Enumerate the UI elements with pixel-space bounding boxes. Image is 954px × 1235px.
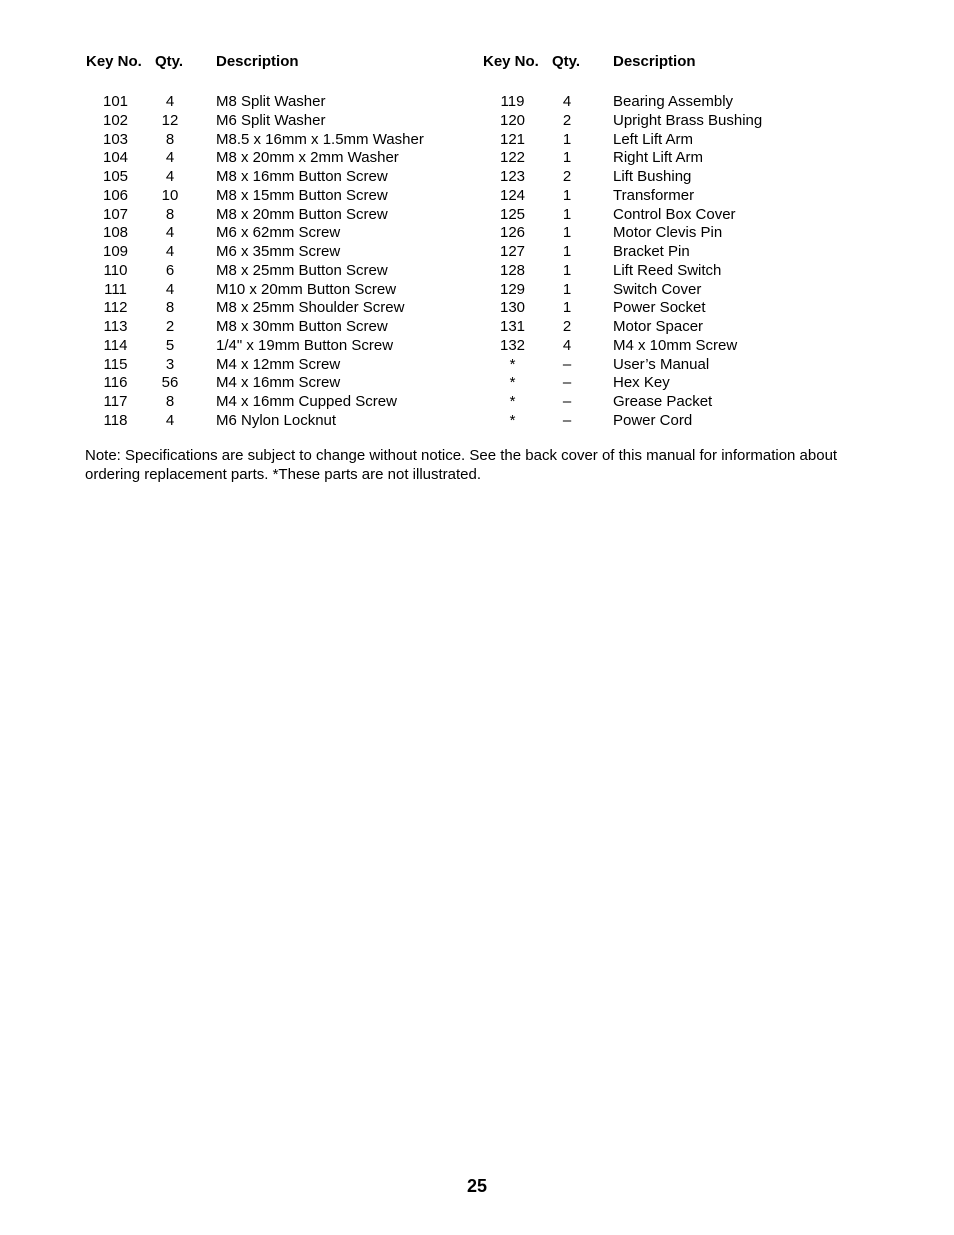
part-description: M8 x 16mm Button Screw xyxy=(216,168,388,185)
part-description: M10 x 20mm Button Screw xyxy=(216,280,397,298)
part-key-number: 118 xyxy=(103,411,128,429)
part-row xyxy=(483,224,883,243)
part-key-number: 114 xyxy=(103,336,128,354)
part-description: Lift Bushing xyxy=(613,168,692,185)
part-quantity: 6 xyxy=(165,261,175,279)
part-key-number: 105 xyxy=(102,168,129,185)
part-row xyxy=(86,337,486,356)
part-row xyxy=(86,149,486,168)
description-header: Description xyxy=(613,53,696,70)
part-description: M8 x 20mm x 2mm Washer xyxy=(216,149,399,167)
part-quantity: 4 xyxy=(165,243,175,260)
part-quantity: 1 xyxy=(562,299,572,317)
part-description: 1/4" x 19mm Button Screw xyxy=(216,336,394,354)
part-row xyxy=(483,393,883,412)
key-no-header: Key No. xyxy=(483,53,539,70)
part-row xyxy=(483,187,883,206)
part-key-number: 112 xyxy=(103,299,128,317)
part-description: Power Socket xyxy=(613,299,706,317)
part-description: Bracket Pin xyxy=(613,243,690,260)
part-key-number: 131 xyxy=(499,318,526,335)
part-row xyxy=(483,131,883,150)
part-quantity: 56 xyxy=(161,374,179,392)
qty-header: Qty. xyxy=(155,53,184,70)
part-quantity: 4 xyxy=(165,93,175,110)
part-key-number: 129 xyxy=(499,280,526,298)
parts-list-header xyxy=(483,53,883,73)
part-row xyxy=(483,318,883,337)
part-key-number: 127 xyxy=(499,243,526,260)
part-description: M8.5 x 16mm x 1.5mm Washer xyxy=(216,130,424,148)
part-key-number: 107 xyxy=(102,205,129,223)
part-row xyxy=(86,187,486,206)
part-description: Transformer xyxy=(613,186,695,204)
parts-list-rows xyxy=(86,93,486,431)
part-description: M8 x 30mm Button Screw xyxy=(216,318,388,335)
part-quantity: – xyxy=(562,374,572,392)
part-row xyxy=(483,243,883,262)
part-key-number: 116 xyxy=(103,374,128,392)
part-row xyxy=(86,412,486,431)
part-key-number: 102 xyxy=(102,111,129,129)
page-number: 25 xyxy=(466,1176,488,1196)
part-row xyxy=(86,112,486,131)
part-key-number: * xyxy=(509,411,516,429)
part-key-number: 123 xyxy=(499,168,526,185)
part-quantity: 10 xyxy=(161,186,179,204)
description-header: Description xyxy=(216,53,299,70)
part-description: M6 x 35mm Screw xyxy=(216,243,341,260)
part-key-number: 121 xyxy=(499,130,526,148)
part-row xyxy=(483,149,883,168)
part-key-number: 108 xyxy=(102,224,129,242)
part-row xyxy=(86,243,486,262)
part-key-number: 130 xyxy=(499,299,526,317)
part-row xyxy=(86,299,486,318)
part-quantity: – xyxy=(562,355,572,373)
part-quantity: 8 xyxy=(165,393,175,410)
part-row xyxy=(483,281,883,300)
parts-list-rows xyxy=(483,93,883,431)
part-key-number: 125 xyxy=(499,205,526,223)
part-key-number: 109 xyxy=(102,243,129,260)
part-description: Left Lift Arm xyxy=(613,130,694,148)
part-quantity: 4 xyxy=(165,280,175,298)
part-row xyxy=(86,168,486,187)
part-description: Grease Packet xyxy=(613,393,713,410)
part-key-number: 110 xyxy=(103,261,128,279)
part-description: M4 x 10mm Screw xyxy=(613,336,738,354)
part-quantity: 1 xyxy=(562,149,572,167)
part-description: Motor Spacer xyxy=(613,318,704,335)
part-quantity: 1 xyxy=(562,243,572,260)
part-quantity: 4 xyxy=(562,93,572,110)
part-quantity: 4 xyxy=(165,411,175,429)
part-quantity: 4 xyxy=(165,149,175,167)
part-description: M6 Split Washer xyxy=(216,111,326,129)
part-description: M4 x 12mm Screw xyxy=(216,355,341,373)
part-row xyxy=(483,337,883,356)
part-quantity: 4 xyxy=(165,224,175,242)
part-description: M6 Nylon Locknut xyxy=(216,411,337,429)
part-quantity: 8 xyxy=(165,130,175,148)
part-description: User’s Manual xyxy=(613,355,710,373)
part-row xyxy=(483,299,883,318)
part-quantity: 1 xyxy=(562,261,572,279)
part-description: M6 x 62mm Screw xyxy=(216,224,341,242)
part-quantity: 1 xyxy=(562,205,572,223)
part-quantity: 8 xyxy=(165,205,175,223)
part-quantity: 12 xyxy=(161,111,179,129)
part-description: Switch Cover xyxy=(613,280,702,298)
part-description: M4 x 16mm Cupped Screw xyxy=(216,393,397,410)
part-row xyxy=(483,93,883,112)
part-quantity: 2 xyxy=(562,168,572,185)
part-quantity: 2 xyxy=(562,111,572,129)
specifications-note: Note: Specifications are subject to change without notice. See the back cover of this manual for information about ordering replacement parts. *These parts are not illustrated. xyxy=(85,447,838,483)
part-quantity: 1 xyxy=(562,224,572,242)
part-quantity: 1 xyxy=(562,130,572,148)
part-description: Lift Reed Switch xyxy=(613,261,722,279)
part-description: Power Cord xyxy=(613,411,693,429)
part-quantity: 1 xyxy=(562,280,572,298)
part-key-number: * xyxy=(509,393,516,410)
part-key-number: 104 xyxy=(102,149,129,167)
part-description: M4 x 16mm Screw xyxy=(216,374,341,392)
part-row xyxy=(86,374,486,393)
part-row xyxy=(86,318,486,337)
part-quantity: 8 xyxy=(165,299,175,317)
part-row xyxy=(483,374,883,393)
part-key-number: 124 xyxy=(499,186,526,204)
part-row xyxy=(86,356,486,375)
part-key-number: 106 xyxy=(102,186,129,204)
part-row xyxy=(86,206,486,225)
part-key-number: * xyxy=(509,374,516,392)
part-key-number: 111 xyxy=(104,280,127,298)
part-description: Right Lift Arm xyxy=(613,149,704,167)
part-quantity: 2 xyxy=(562,318,572,335)
part-quantity: 4 xyxy=(562,336,572,354)
part-quantity: 5 xyxy=(165,336,175,354)
part-row xyxy=(483,412,883,431)
part-description: M8 x 20mm Button Screw xyxy=(216,205,388,223)
part-description: M8 x 15mm Button Screw xyxy=(216,186,388,204)
part-key-number: 103 xyxy=(102,130,129,148)
part-quantity: – xyxy=(562,411,572,429)
part-key-number: 113 xyxy=(103,318,128,335)
parts-list-header xyxy=(86,53,486,73)
part-key-number: * xyxy=(509,355,516,373)
part-row xyxy=(86,393,486,412)
qty-header: Qty. xyxy=(552,53,581,70)
part-description: Hex Key xyxy=(613,374,670,392)
part-key-number: 120 xyxy=(499,111,526,129)
part-quantity: 1 xyxy=(562,186,572,204)
part-key-number: 119 xyxy=(500,93,525,110)
part-row xyxy=(86,131,486,150)
part-row xyxy=(86,93,486,112)
part-description: Bearing Assembly xyxy=(613,93,734,110)
parts-list-right xyxy=(483,53,883,431)
part-quantity: 4 xyxy=(165,168,175,185)
part-description: M8 Split Washer xyxy=(216,93,326,110)
part-key-number: 128 xyxy=(499,261,526,279)
key-no-header: Key No. xyxy=(86,53,142,70)
part-description: M8 x 25mm Button Screw xyxy=(216,261,388,279)
part-key-number: 117 xyxy=(103,393,128,410)
parts-list-left xyxy=(86,53,486,431)
part-key-number: 115 xyxy=(103,355,128,373)
part-row xyxy=(483,112,883,131)
part-key-number: 132 xyxy=(499,336,526,354)
part-description: Motor Clevis Pin xyxy=(613,224,723,242)
part-row xyxy=(86,262,486,281)
part-quantity: 3 xyxy=(165,355,175,373)
part-key-number: 101 xyxy=(102,93,129,110)
part-row xyxy=(483,206,883,225)
part-description: Control Box Cover xyxy=(613,205,736,223)
part-quantity: – xyxy=(562,393,572,410)
part-row xyxy=(483,356,883,375)
part-row xyxy=(86,224,486,243)
part-row xyxy=(483,168,883,187)
part-row xyxy=(86,281,486,300)
part-key-number: 126 xyxy=(499,224,526,242)
part-quantity: 2 xyxy=(165,318,175,335)
part-description: M8 x 25mm Shoulder Screw xyxy=(216,299,405,317)
part-row xyxy=(483,262,883,281)
part-key-number: 122 xyxy=(499,149,526,167)
part-description: Upright Brass Bushing xyxy=(613,111,763,129)
